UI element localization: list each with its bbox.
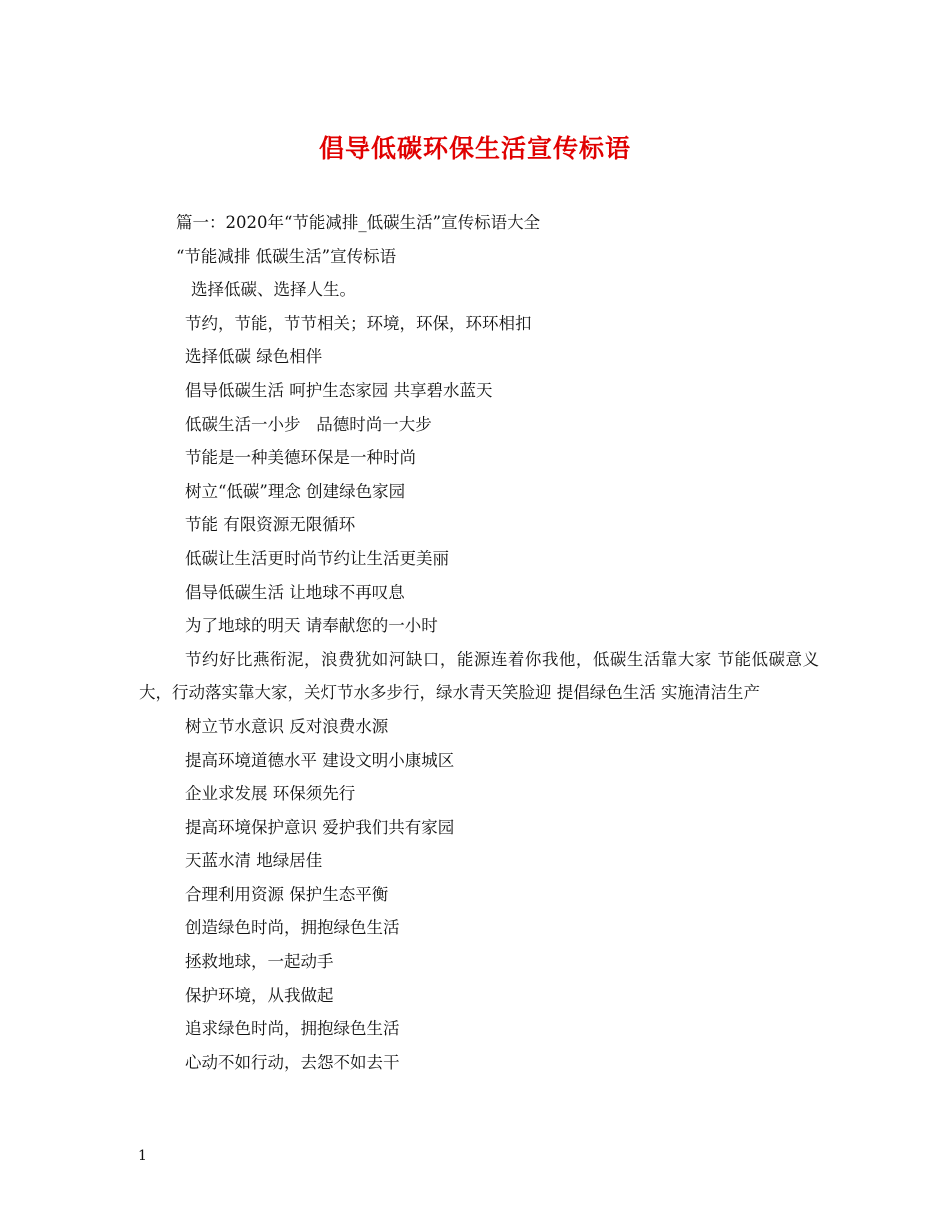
body-line: 天蓝水清 地绿居佳	[185, 851, 323, 871]
body-line: 企业求发展 环保须先行	[185, 784, 356, 804]
body-line: 为了地球的明天 请奉献您的一小时	[185, 616, 438, 636]
body-line: 倡导低碳生活 让地球不再叹息	[185, 582, 405, 602]
body-line: 倡导低碳生活 呵护生态家园 共享碧水蓝天	[185, 380, 493, 400]
body-line: “节能减排 低碳生活”宣传标语	[176, 246, 397, 266]
page-number: 1	[138, 1148, 147, 1164]
document-body	[139, 206, 819, 1079]
body-line: 篇一：2020年“节能减排_低碳生活”宣传标语大全	[176, 213, 541, 232]
body-line: 心动不如行动，去怨不如去干	[185, 1052, 400, 1072]
body-paragraph: 节约好比燕衔泥，浪费犹如河缺口，能源连着你我他，低碳生活靠大家 节能低碳意义大，行动落实靠大家，关灯节水多步行，绿水青天笑脸迎 提倡绿色生活 实施清洁生产	[139, 649, 819, 703]
body-line: 提高环境保护意识 爱护我们共有家园	[185, 817, 455, 837]
body-line: 树立“低碳”理念 创建绿色家园	[185, 481, 406, 501]
body-line: 节能是一种美德环保是一种时尚	[185, 448, 416, 468]
body-line: 树立节水意识 反对浪费水源	[185, 716, 389, 736]
body-line: 创造绿色时尚，拥抱绿色生活	[185, 918, 400, 938]
body-line: 合理利用资源 保护生态平衡	[185, 884, 389, 904]
body-line: 拯救地球，一起动手	[185, 952, 334, 972]
body-line: 节约，节能，节节相关；环境，环保，环环相扣	[185, 313, 532, 333]
body-line: 追求绿色时尚，拥抱绿色生活	[185, 1019, 400, 1039]
document-title: 倡导低碳环保生活宣传标语	[318, 134, 631, 163]
body-line: 低碳生活一小步 品德时尚一大步	[185, 414, 432, 434]
body-line: 选择低碳 绿色相伴	[185, 347, 323, 367]
body-line: 提高环境道德水平 建设文明小康城区	[185, 750, 455, 770]
body-line: 低碳让生活更时尚节约让生活更美丽	[185, 548, 449, 568]
body-line: 选择低碳、选择人生。	[191, 280, 356, 300]
body-line: 节能 有限资源无限循环	[185, 515, 356, 535]
body-line: 保护环境，从我做起	[185, 985, 334, 1005]
